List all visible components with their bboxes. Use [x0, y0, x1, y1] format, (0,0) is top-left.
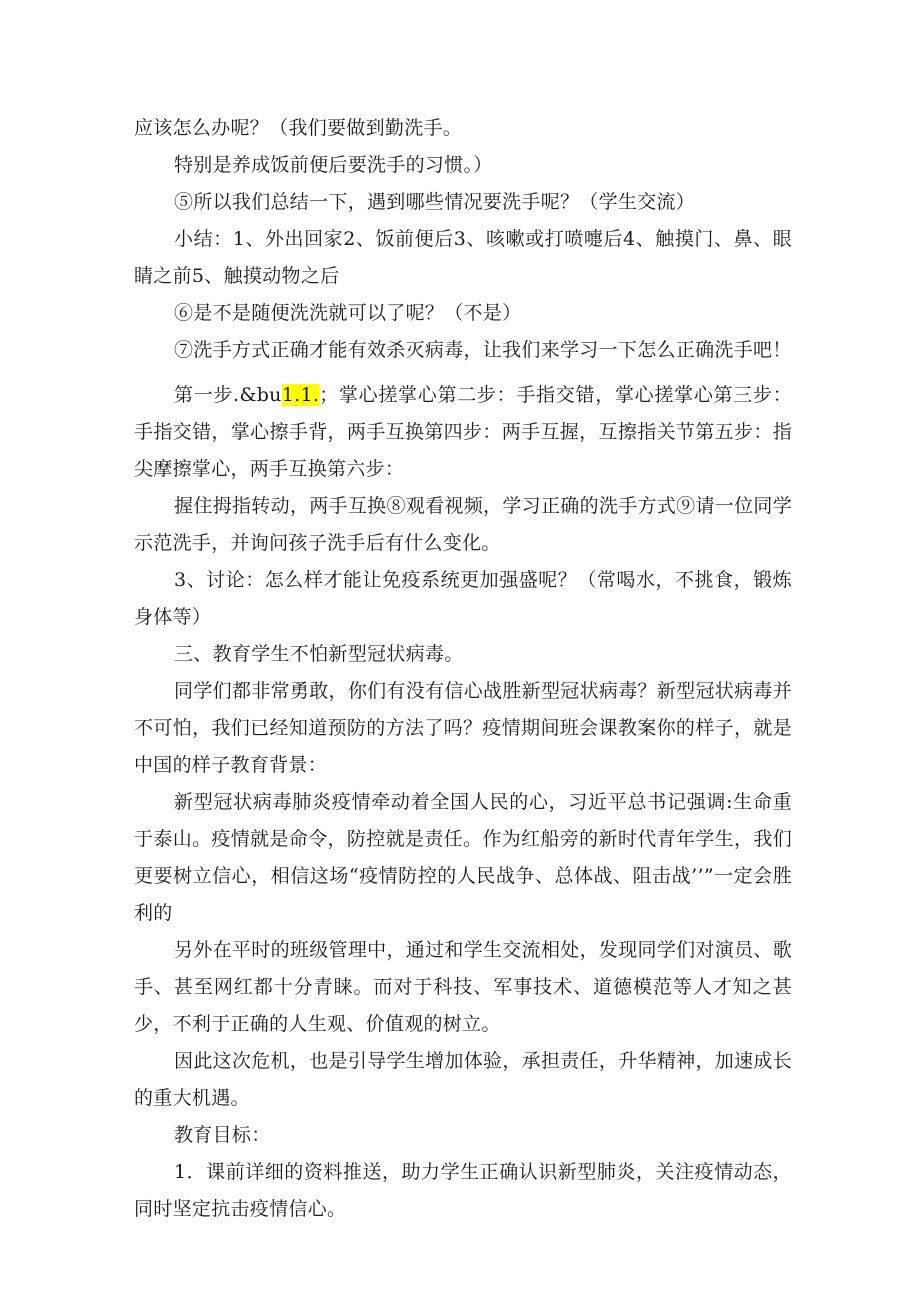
paragraph-handwash-steps [134, 377, 792, 488]
paragraph-11: 同学们都非常勇敢，你们有没有信心战胜新型冠状病毒？新型冠状病毒并不可怕，我们已经知道预防的方法了吗？疫情期间班会课教案你的样子，就是中国的样子教育背景： [134, 680, 792, 776]
section-heading-3: 三、教育学生不怕新型冠状病毒。 [174, 643, 464, 665]
paragraph-goal-1: 1．课前详细的资料推送，助力学生正确认识新型肺炎，关注疫情动态，同时坚定抗击疫情信心。 [134, 1161, 792, 1220]
paragraph-2: 特别是养成饭前便后要洗手的习惯。） [174, 154, 493, 176]
paragraph-3: ⑤所以我们总结一下，遇到哪些情况要洗手呢？（学生交流） [174, 191, 696, 213]
heading-education-goals: 教育目标： [174, 1124, 271, 1146]
paragraph-8: 握住拇指转动，两手互换⑧观看视频，学习正确的洗手方式⑨请一位同学示范洗手，并询问孩子洗手后有什么变化。 [134, 495, 792, 554]
paragraph-discussion: 3、讨论：怎么样才能让免疫系统更加强盛呢？（常喝水，不挑食，锻炼身体等） [134, 569, 792, 628]
paragraph-1: 应该怎么办呢？（我们要做到勤洗手。 [134, 117, 463, 139]
steps-text-start: 第一步.&bu [174, 384, 282, 406]
paragraph-6: ⑦洗手方式正确才能有效杀灭病毒，让我们来学习一下怎么正确洗手吧！ [174, 339, 792, 361]
paragraph-13: 另外在平时的班级管理中，通过和学生交流相处，发现同学们对演员、歌手、甚至网红都十分青睐。而对于科技、军事技术、道德模范等人才知之甚少，不利于正确的人生观、价值观的树立。 [134, 939, 792, 1035]
paragraph-background: 新型冠状病毒肺炎疫情牵动着全国人民的心，习近平总书记强调:生命重于泰山。疫情就是命令，防控就是责任。作为红船旁的新时代青年学生，我们更要树立信心，相信这场“疫情防控的人民战争、总体战、阻击战’’”一定会胜利的 [134, 791, 792, 924]
steps-text-rest: ；掌心搓掌心第二步：手指交错，掌心搓掌心第三步：手指交错，掌心擦手背，两手互换第四步：两手互握，互擦指关节第五步：指尖摩擦掌心，两手互换第六步： [134, 384, 793, 480]
paragraph-5: ⑥是不是随便洗洗就可以了呢？（不是） [174, 302, 522, 324]
paragraph-14: 因此这次危机，也是引导学生增加体验，承担责任，升华精神，加速成长的重大机遇。 [134, 1050, 792, 1109]
highlighted-text: 1.1. [281, 384, 320, 406]
paragraph-summary: 小结：1、外出回家2、饭前便后3、咳嗽或打喷嚏后4、触摸门、鼻、眼睛之前5、触摸动物之后 [134, 228, 792, 287]
